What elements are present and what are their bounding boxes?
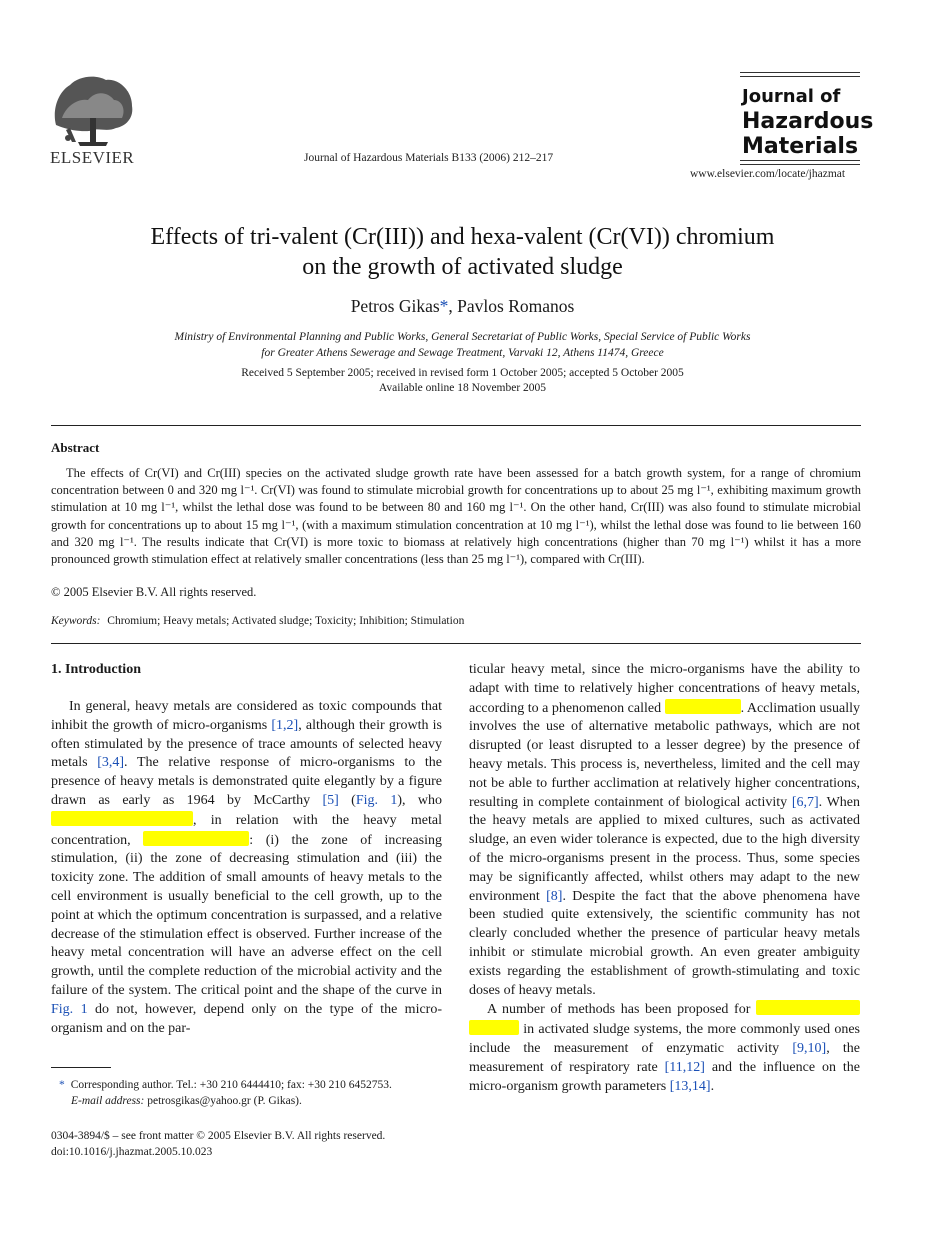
journal-logo-bottom-rules bbox=[740, 160, 860, 168]
highlight-redaction bbox=[469, 1020, 519, 1035]
citation-link[interactable]: [11,12] bbox=[664, 1059, 705, 1075]
article-dates bbox=[60, 366, 865, 396]
citation-link[interactable]: [3,4] bbox=[97, 755, 125, 771]
highlight-redaction bbox=[756, 1000, 860, 1015]
doi[interactable]: doi:10.1016/j.jhazmat.2005.10.023 bbox=[51, 1146, 213, 1158]
journal-logo-top-rules bbox=[740, 72, 860, 80]
paragraph: ticular heavy metal, since the micro-organisms have the ability to adapt with time to relatively higher concentrations of heavy metals, according to a phenomenon called . Acclimation usually involves the use of alternative metabolic pathways, which are not disrupted (or least disrupted to a lesser degree) by the presence of heavy metals. This process is, nevertheless, limited and the cell may not be able to further acclimation at relatively higher concentrations, resulting in complete containment of biological activity [6,7]. When the heavy metals are applied to mixed cultures, such as activated sludge, an even wider tolerance is expected, due to the high diversity of the micro-organisms present in the process. Thus, some species may be significantly affected, whilst others may adapt to the new environment [8]. Despite the fact that the above phenomena have been studied quite extensively, the scientific community has not clearly concluded whether the presence of particular heavy metals inhibit or stimulate microbial growth. An even greater ambiguity exists regarding the establishment of growth-stimulating and toxic doses of heavy metals. bbox=[469, 662, 861, 998]
highlight-redaction bbox=[143, 831, 249, 846]
citation-link[interactable]: [1,2] bbox=[271, 717, 299, 733]
publisher-name: ELSEVIER bbox=[50, 148, 135, 167]
journal-logo-line: Hazardous bbox=[742, 109, 874, 134]
email-label: E-mail address: bbox=[71, 1095, 145, 1107]
journal-logo bbox=[742, 84, 873, 159]
highlight-redaction bbox=[51, 811, 193, 826]
corresponding-author-mark[interactable]: * bbox=[439, 296, 449, 316]
citation-link[interactable]: [9,10] bbox=[792, 1040, 827, 1056]
intro-left-column bbox=[51, 698, 442, 1038]
journal-url[interactable]: www.elsevier.com/locate/jhazmat bbox=[690, 168, 846, 180]
citation-link[interactable]: [6,7] bbox=[791, 794, 819, 810]
issn-line bbox=[51, 1128, 385, 1160]
received-dates: Received 5 September 2005; received in revised form 1 October 2005; accepted 5 October 2005 bbox=[241, 367, 684, 379]
keywords-list: Chromium; Heavy metals; Activated sludge; Toxicity; Inhibition; Stimulation bbox=[107, 615, 465, 627]
email-address[interactable]: petrosgikas@yahoo.gr (P. Gikas). bbox=[147, 1095, 302, 1107]
abstract-copyright: © 2005 Elsevier B.V. All rights reserved. bbox=[51, 585, 257, 599]
divider bbox=[51, 425, 861, 426]
affiliation bbox=[60, 329, 865, 361]
figure-link[interactable]: Fig. 1 bbox=[51, 1001, 88, 1017]
citation-link[interactable]: [8] bbox=[546, 888, 563, 904]
intro-right-column bbox=[469, 661, 860, 1096]
abstract-heading: Abstract bbox=[51, 440, 100, 455]
authors bbox=[60, 296, 865, 317]
author-name: , Pavlos Romanos bbox=[448, 296, 575, 316]
figure-link[interactable]: Fig. 1 bbox=[355, 792, 398, 808]
front-matter: 0304-3894/$ – see front matter © 2005 Elsevier B.V. All rights reserved. bbox=[51, 1130, 386, 1142]
title-line: on the growth of activated sludge bbox=[302, 254, 623, 280]
journal-logo-line: Materials bbox=[742, 134, 859, 159]
journal-logo-line: Journal of bbox=[742, 86, 841, 107]
paper-title bbox=[60, 222, 865, 282]
keywords bbox=[51, 615, 464, 627]
citation-link[interactable]: [13,14] bbox=[669, 1078, 711, 1094]
section-heading: 1. Introduction bbox=[51, 662, 141, 677]
keywords-label: Keywords: bbox=[51, 615, 101, 627]
author-name[interactable]: Petros Gikas bbox=[350, 296, 440, 316]
footnote bbox=[51, 1077, 451, 1109]
citation-link[interactable]: [5] bbox=[322, 792, 339, 808]
footnote-rule bbox=[51, 1067, 111, 1068]
abstract-text: The effects of Cr(VI) and Cr(III) species on the activated sludge growth rate have been assessed for a batch growth system, for a range of chromium concentration between 0 and 320 mg l⁻¹. Cr(VI) was found to stimulate microbial growth for concentrations up to about 25 mg l⁻¹, exhibiting maximum growth stimulation at 10 mg l⁻¹, whilst the lethal dose was found to be between 80 and 160 mg l⁻¹. On the other hand, Cr(III) was also found to stimulate microbial growth for concentrations up to about 15 mg l⁻¹, (with a maximum stimulation concentration at 10 mg l⁻¹), whilst the lethal dose was found to lie between 160 and 320 mg l⁻¹. The results indicate that Cr(VI) is more toxic to biomass at relatively high concentrations (higher than 70 mg l⁻¹) whilst it has a more pronounced growth stimulation effect at relatively smaller concentrations (less than 25 mg l⁻¹), compared with Cr(III). bbox=[51, 466, 861, 567]
corresponding-author-contact: Corresponding author. Tel.: +30 210 6444410; fax: +30 210 6452753. bbox=[70, 1079, 392, 1091]
paragraph: A number of methods has been proposed for in activated sludge systems, the more commonly used ones include the measurement of enzymatic activity [9,10], the measurement of respiratory rate [11,12] and the influence on the micro-organism growth parameters [13,14]. bbox=[469, 1002, 860, 1094]
footnote-mark: * bbox=[59, 1079, 65, 1091]
paragraph: In general, heavy metals are considered as toxic compounds that inhibit the growth of micro-organisms [1,2], although their growth is often stimulated by the presence of trace amounts of selected heavy metals [3,4]. The relative response of micro-organisms to the presence of heavy metals is demonstrated quite elegantly by a figure drawn as early as 1964 by McCarthy [5] (Fig. 1), who , in relation with the heavy metal concentration, : (i) the zone of increasing stimulation, (ii) the zone of decreasing stimulation and (iii) the toxicity zone. The addition of small amounts of heavy metals to the cell environment is usually beneficial to the cell growth, up to the point at which the optimum concentration is surpassed, and a relative decrease of the stimulation effect is observed. Further increase of the heavy metal concentration will have an adverse effect on the cell growth, until the complete reduction of the microbial activity and the failure of the system. The critical point and the shape of the curve in Fig. 1 do not, however, depend only on the type of the micro-organism and on the par- bbox=[51, 699, 443, 1036]
affiliation-line: Ministry of Environmental Planning and Public Works, General Secretariat of Public Works, Special Service of Public Works bbox=[174, 331, 751, 343]
highlight-redaction bbox=[665, 699, 741, 714]
available-online-date: Available online 18 November 2005 bbox=[378, 382, 547, 394]
title-line: Effects of tri-valent (Cr(III)) and hexa-valent (Cr(VI)) chromium bbox=[150, 224, 775, 250]
divider bbox=[51, 643, 861, 644]
affiliation-line: for Greater Athens Sewerage and Sewage Treatment, Varvaki 12, Athens 11474, Greece bbox=[261, 347, 664, 359]
journal-reference: Journal of Hazardous Materials B133 (2006) 212–217 bbox=[304, 152, 554, 164]
